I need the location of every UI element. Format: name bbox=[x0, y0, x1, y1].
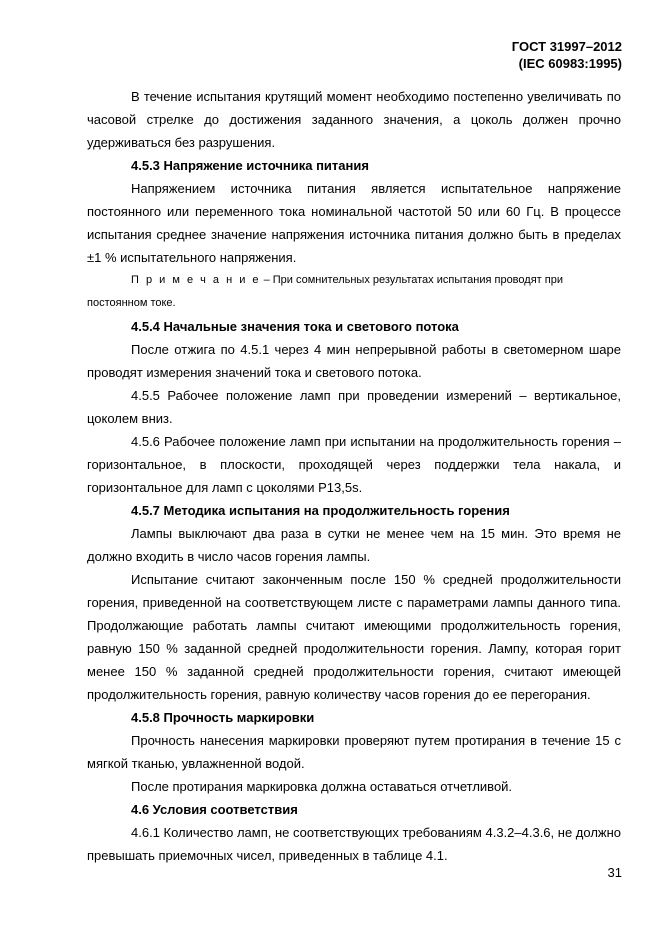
paragraph-4-5-6: 4.5.6 Рабочее положение ламп при испытании на продолжительность горения – горизонтальное, в плоскости, проходящей через поддержки тела накала, и горизонтальное для ламп с цоколями P13,5s. bbox=[87, 434, 621, 495]
page-number: 31 bbox=[607, 865, 622, 880]
heading-4-5-7: 4.5.7 Методика испытания на продолжительность горения bbox=[131, 503, 510, 518]
heading-4-6: 4.6 Условия соответствия bbox=[131, 802, 298, 817]
paragraph-initial-values: После отжига по 4.5.1 через 4 мин непрерывной работы в светомерном шаре проводят измерения значений тока и светового потока. bbox=[87, 342, 621, 380]
heading-4-5-3: 4.5.3 Напряжение источника питания bbox=[131, 158, 369, 173]
heading-4-5-8: 4.5.8 Прочность маркировки bbox=[131, 710, 315, 725]
standard-number: ГОСТ 31997–2012 bbox=[511, 39, 622, 54]
document-header bbox=[512, 38, 622, 72]
paragraph-supply-voltage: Напряжением источника питания является испытательное напряжение постоянного или переменного тока номинальной частотой 50 или 60 Гц. В процессе испытания среднее значение напряжения источника питания должно быть в пределах ±1 % испытательного напряжения. bbox=[87, 181, 621, 265]
iec-reference: (IEC 60983:1995) bbox=[518, 56, 622, 71]
paragraph-switch-off: Лампы выключают два раза в сутки не менее чем на 15 мин. Это время не должно входить в число часов горения лампы. bbox=[87, 526, 621, 564]
paragraph-marking-test: Прочность нанесения маркировки проверяют путем протирания в течение 15 с мягкой тканью, увлажненной водой. bbox=[87, 733, 621, 771]
paragraph-test-completion: Испытание считают законченным после 150 % средней продолжительности горения, приведенной на соответствующем листе с параметрами лампы данного типа. Продолжающие работать лампы считают имеющими продолжительность горения, равную 150 % заданной средней продолжительности горения. Лампу, которая горит менее 150 % заданной средней продолжительности горения, считают имеющей продолжительность горения, равную количеству часов горения до ее перегорания. bbox=[87, 572, 621, 702]
page-body bbox=[87, 85, 621, 867]
note-label: П р и м е ч а н и е bbox=[131, 274, 261, 286]
note bbox=[87, 269, 621, 315]
note-text: – При сомнительных результатах испытания проводят при постоянном токе. bbox=[87, 274, 563, 309]
paragraph-marking-legible: После протирания маркировка должна оставаться отчетливой. bbox=[131, 779, 513, 794]
paragraph-4-6-1: 4.6.1 Количество ламп, не соответствующих требованиям 4.3.2–4.3.6, не должно превышать приемочных чисел, приведенных в таблице 4.1. bbox=[87, 825, 622, 863]
heading-4-5-4: 4.5.4 Начальные значения тока и светового потока bbox=[131, 319, 459, 334]
paragraph-4-5-5: 4.5.5 Рабочее положение ламп при проведении измерений – вертикальное, цоколем вниз. bbox=[87, 388, 621, 426]
paragraph-torque: В течение испытания крутящий момент необходимо постепенно увеличивать по часовой стрелке до достижения заданного значения, а цоколь должен прочно удерживаться без разрушения. bbox=[87, 89, 621, 150]
